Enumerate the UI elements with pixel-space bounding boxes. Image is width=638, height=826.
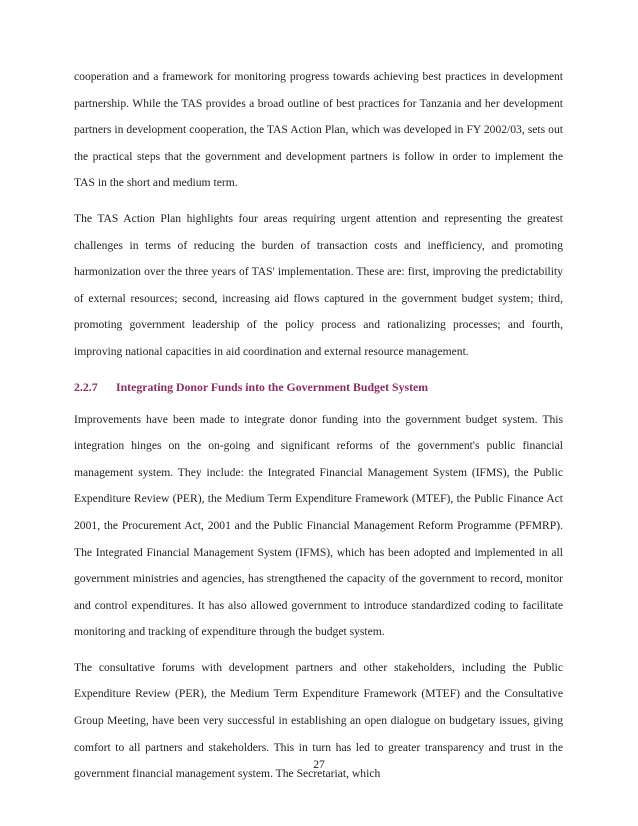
section-heading xyxy=(74,374,563,400)
paragraph-3: Improvements have been made to integrate donor funding into the government budget system. This integration hinges on the on-going and significant reforms of the government's public financial management system. They include: the Integrated Financial Management System (IFMS), the Public Expenditure Review (PER), the Medium Term Expenditure Framework (MTEF), the Public Finance Act 2001, the Procurement Act, 2001 and the Public Financial Management Reform Programme (PFMRP). The Integrated Financial Management System (IFMS), which has been adopted and implemented in all government ministries and agencies, has strengthened the capacity of the government to record, monitor and control expenditures. It has also allowed government to introduce standardized coding to facilitate monitoring and tracking of expenditure through the budget system. xyxy=(74,412,563,639)
page-body xyxy=(74,64,563,788)
paragraph-2: The TAS Action Plan highlights four areas requiring urgent attention and representing the greatest challenges in terms of reducing the burden of transaction costs and inefficiency, and promoting harmonization over the three years of TAS' implementation. These are: first, improving the predictability of external resources; second, increasing aid flows captured in the government budget system; third, promoting government leadership of the policy process and rationalizing processes; and fourth, improving national capacities in aid coordination and external resource management. xyxy=(74,211,563,358)
section-title: Integrating Donor Funds into the Government Budget System xyxy=(116,379,429,394)
page-number: 27 xyxy=(313,758,325,771)
section-number: 2.2.7 xyxy=(74,379,98,394)
paragraph-4: The consultative forums with development partners and other stakeholders, including the Public Expenditure Review (PER), the Medium Term Expenditure Framework (MTEF) and the Consultative Group Meeting, have been very successful in establishing an open dialogue on budgetary issues, giving comfort to all partners and stakeholders. This in turn has led to greater transparency and trust in the government financial management system. The Secretariat, which xyxy=(74,660,563,781)
paragraph-1: cooperation and a framework for monitoring progress towards achieving best practices in development partnership. While the TAS provides a broad outline of best practices for Tanzania and her development partners in development cooperation, the TAS Action Plan, which was developed in FY 2002/03, sets out the practical steps that the government and development partners is follow in order to implement the TAS in the short and medium term. xyxy=(74,70,563,190)
